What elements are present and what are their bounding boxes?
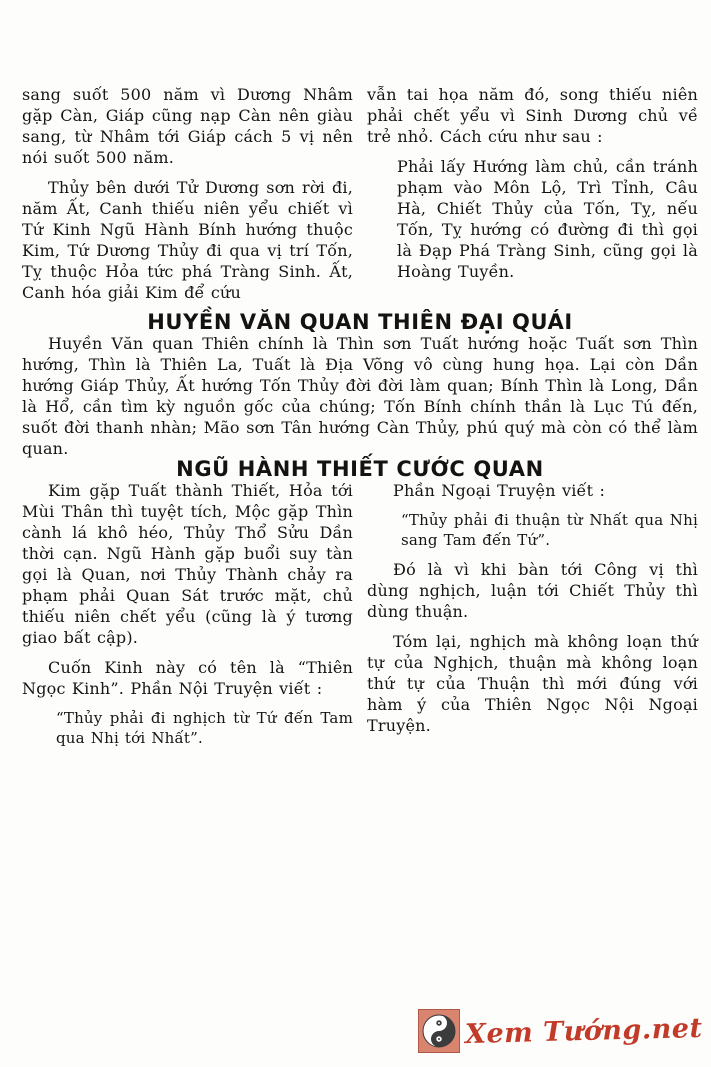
quote-paragraph: “Thủy phải đi nghịch từ Tứ đến Tam qua Nhị tới Nhất”. xyxy=(56,709,353,747)
ngu-hanh-left-column xyxy=(22,480,353,757)
paragraph: Đó là vì khi bàn tới Công vị thì dùng nghịch, luận tới Chiết Thủy thì dùng thuận. xyxy=(367,560,698,621)
paragraph: Huyền Văn quan Thiên chính là Thìn sơn Tuất hướng hoặc Tuất sơn Thìn hướng, Thìn là Thiên La, Tuất là Địa Võng vô cùng hung họa. Lại còn Dần hướng Giáp Thủy, Ất hướng Tốn Thủy đời đời làm quan; Bính Thìn là Long, Dần là Hổ, cần tìm kỳ nguồn gốc của chúng; Tốn Bính chính thần là Lục Tú đến, suốt đời thanh nhàn; Mão sơn Tân hướng Càn Thủy, phú quý mà còn có thể làm quan. xyxy=(22,334,698,458)
ngu-hanh-right-column xyxy=(367,480,698,757)
site-watermark xyxy=(418,1009,703,1053)
paragraph: Phần Ngoại Truyện viết : xyxy=(393,481,606,500)
paragraph: Tóm lại, nghịch mà không loạn thứ tự của Nghịch, thuận mà không loạn thứ tự của Thuận thì mới đúng với hàm ý của Thiên Ngọc Nội Ngoại Truyện. xyxy=(367,632,698,735)
section-heading-ngu-hanh: NGŨ HÀNH THIẾT CƯỚC QUAN xyxy=(176,457,544,481)
ngu-hanh-section xyxy=(22,480,698,757)
paragraph: Cuốn Kinh này có tên là “Thiên Ngọc Kinh”. Phần Nội Truyện viết : xyxy=(22,658,353,698)
quote-paragraph: “Thủy phải đi thuận từ Nhất qua Nhị sang Tam đến Tứ”. xyxy=(401,511,698,549)
paragraph: sang suốt 500 năm vì Dương Nhâm gặp Càn, Giáp cũng nạp Càn nên giàu sang, từ Nhâm tới Giáp cách 5 vị nên nói suốt 500 năm. xyxy=(22,85,353,167)
top-left-column xyxy=(22,84,353,312)
top-section xyxy=(22,84,698,312)
section-heading-huyen-van: HUYỀN VĂN QUAN THIÊN ĐẠI QUÁI xyxy=(147,310,573,334)
paragraph: vẫn tai họa năm đó, song thiếu niên phải chết yểu vì Sinh Dương chủ về trẻ nhỏ. Cách cứu như sau : xyxy=(367,85,698,146)
yin-yang-icon xyxy=(418,1009,460,1053)
paragraph: Thủy bên dưới Tử Dương sơn rời đi, năm Ất, Canh thiếu niên yểu chiết vì Tứ Kinh Ngũ Hành Bính hướng thuộc Kim, Tứ Dương Thủy đi qua vị trí Tốn, Tỵ thuộc Hỏa tức phá Tràng Sinh. Ất, Canh hóa giải Kim để cứu xyxy=(22,178,353,302)
paragraph: Kim gặp Tuất thành Thiết, Hỏa tới Mùi Thân thì tuyệt tích, Mộc gặp Thìn cành lá khô héo, Thủy Thổ Sửu Dần thời cạn. Ngũ Hành gặp buổi suy tàn gọi là Quan, nơi Thủy Thành chảy ra phạm phải Quan Sát trước mặt, chủ thiếu niên chết yểu (cũng là ý tương giao bất cập). xyxy=(22,481,353,647)
paragraph: Phải lấy Hướng làm chủ, cần tránh phạm vào Môn Lộ, Trì Tỉnh, Câu Hà, Chiết Thủy của Tốn, Tỵ, nếu Tốn, Tỵ hướng có đường đi thì gọi là Đạp Phá Tràng Sinh, cũng gọi là Hoàng Tuyền. xyxy=(397,157,698,281)
top-right-column xyxy=(367,84,698,312)
watermark-site-name: Xem Tướng.net xyxy=(465,1012,704,1050)
